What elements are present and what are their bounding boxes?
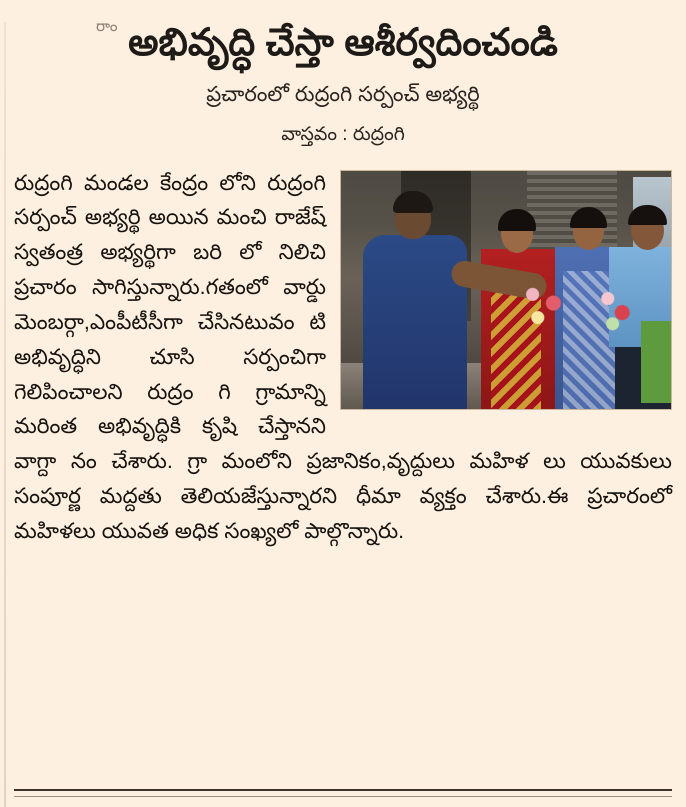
footer-divider-secondary: [14, 796, 672, 797]
page-title: అభివృద్ధి చేస్తా ఆశీర్వదించండి: [128, 22, 558, 64]
photo-person-candidate-body: [363, 235, 467, 409]
page-left-edge: [4, 22, 6, 807]
dateline: వాస్తవం : రుద్రంగి: [281, 123, 405, 145]
photo-green-banner: [641, 321, 671, 403]
article-body-container: [14, 166, 672, 549]
top-fragment-text: రాం: [96, 18, 119, 35]
newspaper-clipping-page: [0, 18, 686, 807]
campaign-photo: [340, 170, 672, 410]
footer-divider: [14, 789, 672, 791]
subheadline: ప్రచారంలో రుద్రంగి సర్పంచ్ అభ్యర్థి: [206, 82, 480, 106]
photo-bouquet-left: [517, 277, 569, 335]
photo-bouquet-right: [591, 279, 639, 335]
article-body-text: రుద్రంగి మండల కేంద్రం లోని రుద్రంగి సర్పంచ్ అభ్యర్థి అయిన మంచి రాజేష్ స్వతంత్ర అభ్యర్థిగా బరి లో నిలిచి ప్రచారం సాగిస్తున్నారు.గతంలో వార్డు మెంబర్గా,ఎంపీటీసీగా చేసినటువం టి అభివృద్ధిని చూసి సర్పంచిగా గెలిపించాలని రుద్రం గి గ్రామాన్ని మరింత అభివృద్ధికి కృషి చేస్తానని వాగ్దా నం చేశారు. గ్రా మంలోని ప్రజానికం,వృద్దులు మహిళ లు యువకులు సంపూర్ణ మద్దతు తెలియజేస్తున్నారని ధీమా వ్యక్తం చేశారు.ఈ ప్రచారంలో మహిళలు యువత అధిక సంఖ్యలో పాల్గొన్నారు.: [14, 170, 672, 543]
